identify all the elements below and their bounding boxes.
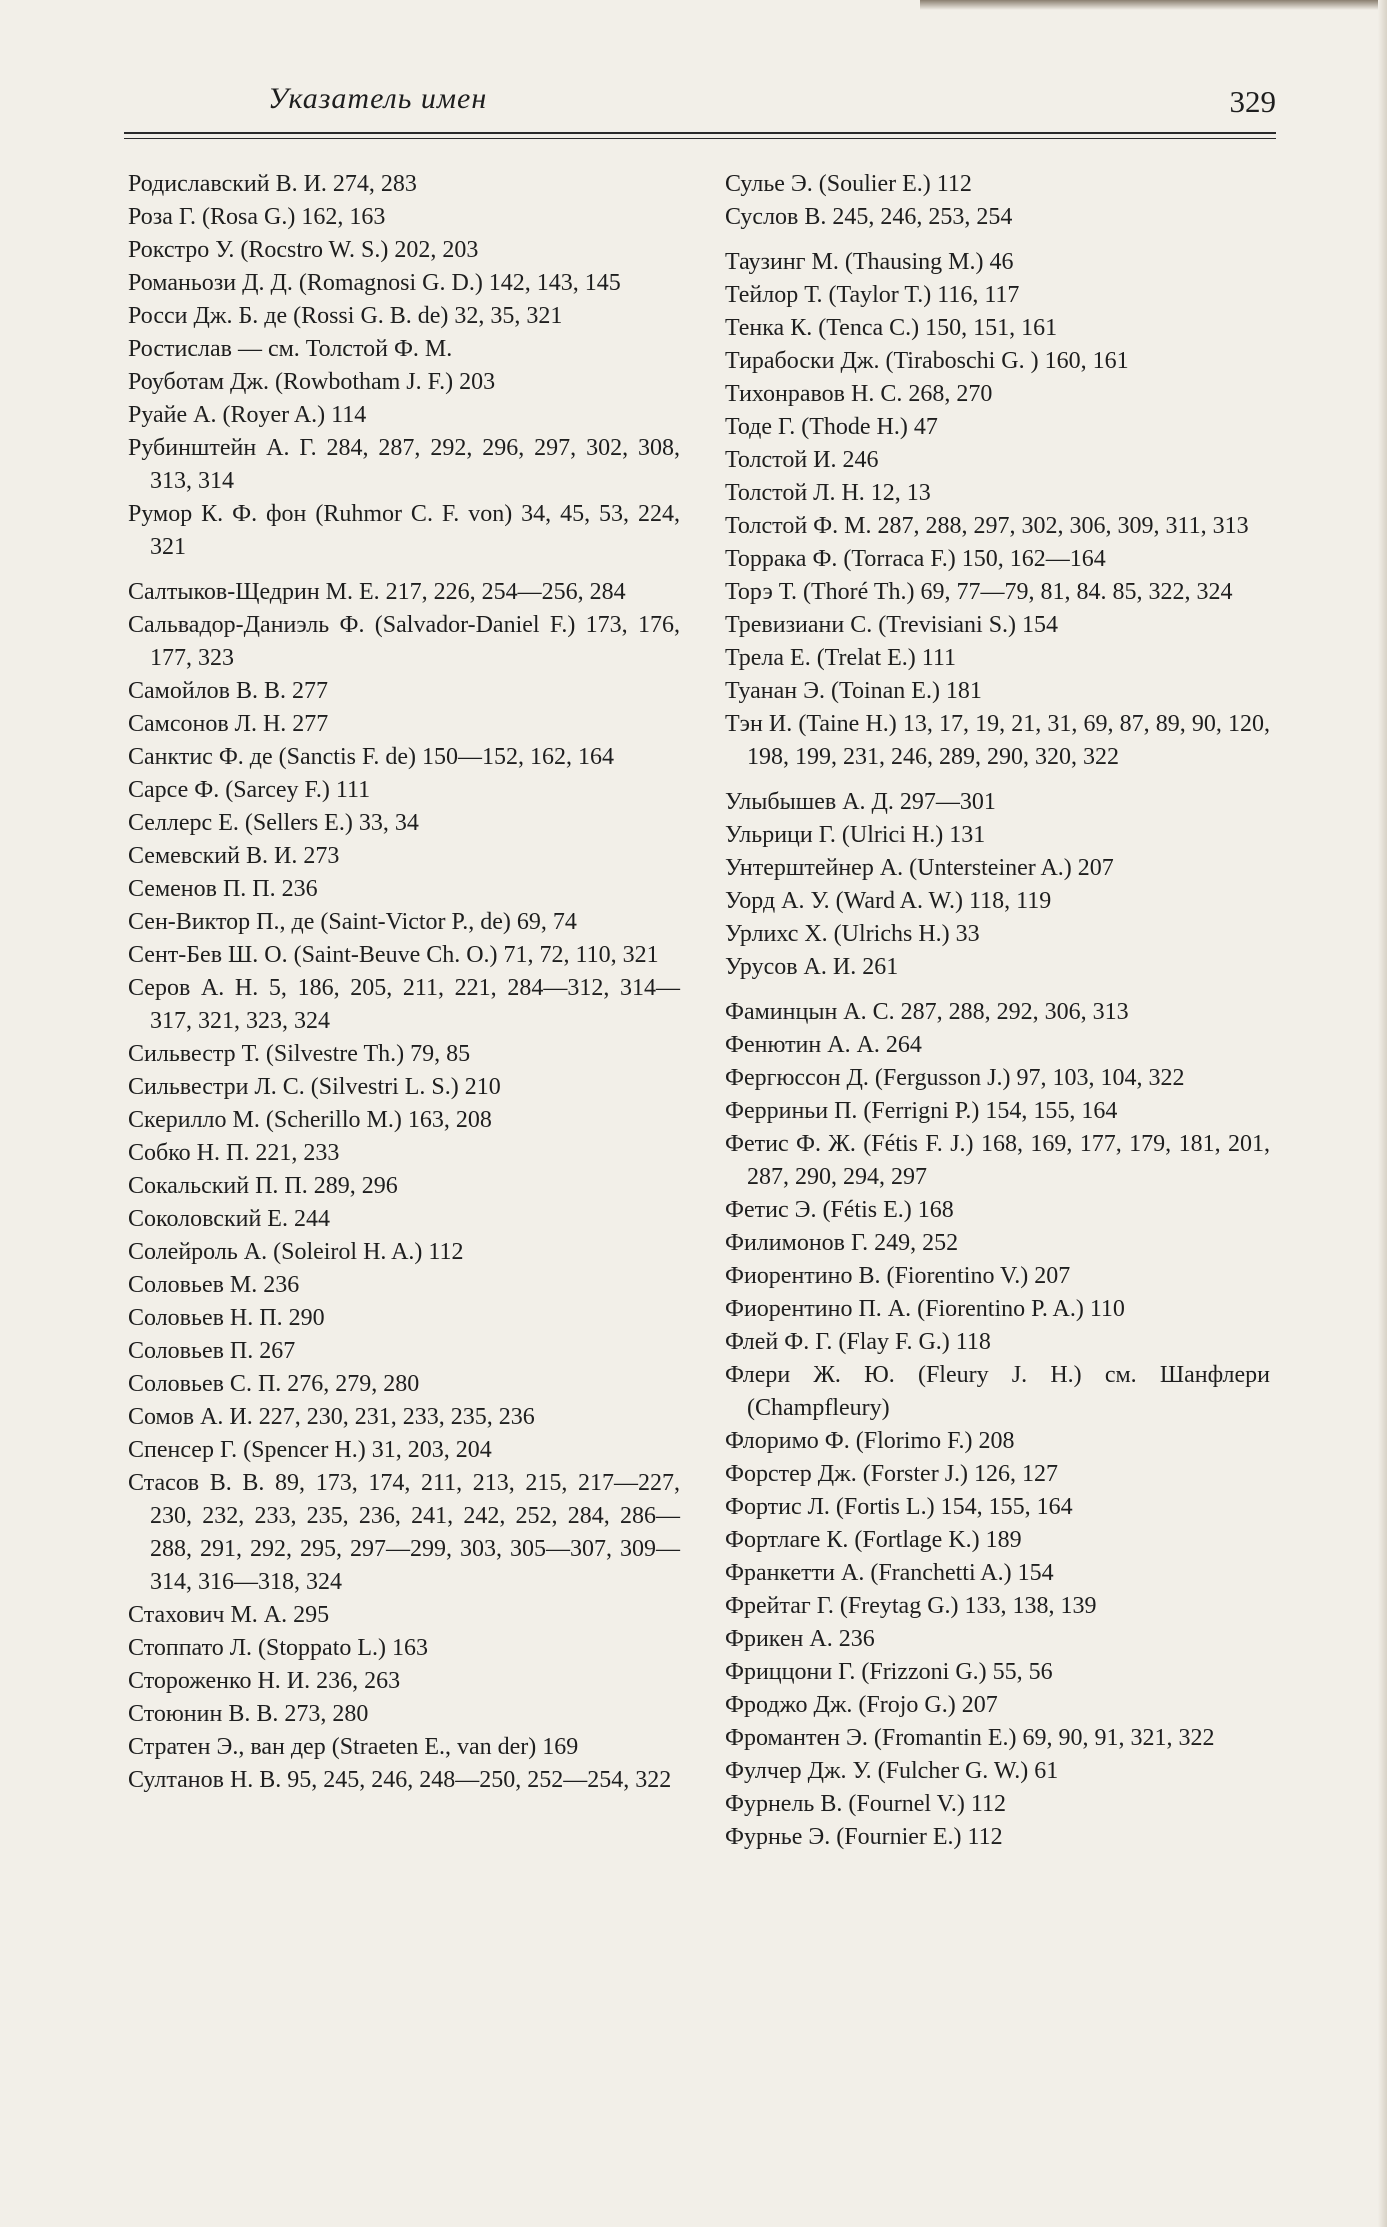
index-entry: Сильвестри Л. С. (Silvestri L. S.) 210 xyxy=(128,1074,501,1100)
index-entry: Соколовский Е. 244 xyxy=(128,1206,330,1232)
page-edge-shadow xyxy=(920,0,1387,10)
index-entry: Стоппато Л. (Stoppato L.) 163 xyxy=(128,1635,429,1661)
header-title: Указатель имен xyxy=(268,82,488,115)
index-entry: Тейлор Т. (Taylor T.) 116, 117 xyxy=(725,282,1020,308)
index-entry: Сильвестр Т. (Silvestre Th.) 79, 85 xyxy=(128,1041,471,1067)
index-entry: Тирабоски Дж. (Tiraboschi G. ) 160, 161 xyxy=(725,348,1129,374)
index-entry: Толстой И. 246 xyxy=(725,447,879,473)
index-entry: Фортис Л. (Fortis L.) 154, 155, 164 xyxy=(725,1494,1073,1520)
index-entry: Сарсе Ф. (Sarcey F.) 111 xyxy=(128,777,371,803)
index-entry: Флей Ф. Г. (Flay F. G.) 118 xyxy=(725,1329,991,1355)
index-entry: Тоде Г. (Thode H.) 47 xyxy=(725,414,938,440)
index-entry: Сен-Виктор П., де (Saint-Victor P., de) 69, 74 xyxy=(128,909,577,935)
index-entry: Сокальский П. П. 289, 296 xyxy=(128,1173,398,1199)
index-entry: Тенка К. (Tenca C.) 150, 151, 161 xyxy=(725,315,1058,341)
index-entry: Фриццони Г. (Frizzoni G.) 55, 56 xyxy=(725,1659,1053,1685)
index-entry: Фурнель В. (Fournel V.) 112 xyxy=(725,1791,1006,1817)
page-edge-right xyxy=(1378,0,1387,2227)
index-entry: Фортлаге К. (Fortlage K.) 189 xyxy=(725,1527,1022,1553)
index-entry: Сулье Э. (Soulier E.) 112 xyxy=(725,171,972,197)
index-entry: Тихонравов Н. С. 268, 270 xyxy=(725,381,993,407)
index-entry: Фергюссон Д. (Fergusson J.) 97, 103, 104, 322 xyxy=(725,1065,1185,1091)
index-entry: Урлихс Х. (Ulrichs H.) 33 xyxy=(725,921,980,947)
index-entry: Торрака Ф. (Torraca F.) 150, 162—164 xyxy=(725,546,1106,572)
header-rule-thick xyxy=(124,132,1276,134)
index-entry: Соловьев С. П. 276, 279, 280 xyxy=(128,1371,420,1397)
index-entry: Фенютин А. А. 264 xyxy=(725,1032,922,1058)
index-column-left xyxy=(128,168,680,1797)
index-entry: Улыбышев А. Д. 297—301 xyxy=(725,789,996,815)
index-entry: Фиорентино В. (Fiorentino V.) 207 xyxy=(725,1263,1071,1289)
index-entry: Спенсер Г. (Spencer H.) 31, 203, 204 xyxy=(128,1437,492,1463)
index-entry: Соловьев М. 236 xyxy=(128,1272,300,1298)
index-entry: Фетис Ф. Ж. (Fétis F. J.) 168, 169, 177, 179, 181, 201, 287, 290, 294, 297 xyxy=(725,1131,1270,1190)
index-entry: Рокстро У. (Rocstro W. S.) 202, 203 xyxy=(128,237,479,263)
index-entry: Урусов А. И. 261 xyxy=(725,954,899,980)
index-entry: Солейроль А. (Soleirol H. A.) 112 xyxy=(128,1239,464,1265)
index-column-right xyxy=(725,168,1270,1854)
index-entry: Франкетти А. (Franchetti A.) 154 xyxy=(725,1560,1054,1586)
index-entry: Стратен Э., ван дер (Straeten E., van der) 169 xyxy=(128,1734,579,1760)
index-entry: Ульрици Г. (Ulrici H.) 131 xyxy=(725,822,986,848)
index-entry: Селлерс Е. (Sellers E.) 33, 34 xyxy=(128,810,419,836)
index-entry: Фромантен Э. (Fromantin E.) 69, 90, 91, 321, 322 xyxy=(725,1725,1215,1751)
index-entry: Унтерштейнер А. (Untersteiner A.) 207 xyxy=(725,855,1114,881)
index-entry: Роуботам Дж. (Rowbotham J. F.) 203 xyxy=(128,369,496,395)
index-entry: Росси Дж. Б. де (Rossi G. B. de) 32, 35, 321 xyxy=(128,303,563,329)
index-entry: Рубинштейн А. Г. 284, 287, 292, 296, 297, 302, 308, 313, 314 xyxy=(128,435,680,494)
index-entry: Соловьев П. 267 xyxy=(128,1338,296,1364)
index-entry: Скерилло М. (Scherillo M.) 163, 208 xyxy=(128,1107,492,1133)
index-entry: Фроджо Дж. (Frojo G.) 207 xyxy=(725,1692,998,1718)
index-entry: Фрейтаг Г. (Freytag G.) 133, 138, 139 xyxy=(725,1593,1097,1619)
index-entry: Туанан Э. (Toinan E.) 181 xyxy=(725,678,982,704)
index-entry: Уорд А. У. (Ward A. W.) 118, 119 xyxy=(725,888,1052,914)
index-entry: Флоримо Ф. (Florimo F.) 208 xyxy=(725,1428,1015,1454)
index-entry: Руайе А. (Royer A.) 114 xyxy=(128,402,367,428)
header-rule-thin xyxy=(124,138,1276,139)
index-entry: Трела Е. (Trelat E.) 111 xyxy=(725,645,956,671)
index-entry: Семенов П. П. 236 xyxy=(128,876,318,902)
index-entry: Таузинг М. (Thausing M.) 46 xyxy=(725,249,1014,275)
index-entry: Филимонов Г. 249, 252 xyxy=(725,1230,959,1256)
index-entry: Сомов А. И. 227, 230, 231, 233, 235, 236 xyxy=(128,1404,535,1430)
index-entry: Фурнье Э. (Fournier E.) 112 xyxy=(725,1824,1003,1850)
index-entry: Фиорентино П. А. (Fiorentino P. A.) 110 xyxy=(725,1296,1125,1322)
index-entry: Форстер Дж. (Forster J.) 126, 127 xyxy=(725,1461,1059,1487)
index-entry: Суслов В. 245, 246, 253, 254 xyxy=(725,204,1013,230)
index-entry: Толстой Ф. М. 287, 288, 297, 302, 306, 309, 311, 313 xyxy=(725,513,1249,539)
page-number: 329 xyxy=(1229,84,1276,119)
index-entry: Собко Н. П. 221, 233 xyxy=(128,1140,340,1166)
index-entry: Самойлов В. В. 277 xyxy=(128,678,329,704)
index-entry: Толстой Л. Н. 12, 13 xyxy=(725,480,931,506)
index-entry: Флери Ж. Ю. (Fleury J. H.) см. Шанфлери (Champfleury) xyxy=(725,1362,1270,1421)
index-entry: Ростислав — см. Толстой Ф. М. xyxy=(128,336,453,362)
index-entry: Румор К. Ф. фон (Ruhmor C. F. von) 34, 45, 53, 224, 321 xyxy=(128,501,680,560)
index-entry: Торэ Т. (Thoré Th.) 69, 77—79, 81, 84. 85, 322, 324 xyxy=(725,579,1233,605)
index-entry: Семевский В. И. 273 xyxy=(128,843,340,869)
index-entry: Санктис Ф. де (Sanctis F. de) 150—152, 162, 164 xyxy=(128,744,615,770)
index-entry: Родиславский В. И. 274, 283 xyxy=(128,171,417,197)
running-header xyxy=(128,78,1276,130)
index-entry: Стасов В. В. 89, 173, 174, 211, 213, 215, 217—227, 230, 232, 233, 235, 236, 241, 242, 252, 284, 286—288, 291, 292, 295, 297—299, 303, 305—307, 309—314, 316—318, 324 xyxy=(128,1470,680,1595)
index-entry: Роза Г. (Rosa G.) 162, 163 xyxy=(128,204,386,230)
index-entry: Тэн И. (Taine H.) 13, 17, 19, 21, 31, 69, 87, 89, 90, 120, 198, 199, 231, 246, 289, 290, 320, 322 xyxy=(725,711,1270,770)
index-entry: Султанов Н. В. 95, 245, 246, 248—250, 252—254, 322 xyxy=(128,1767,672,1793)
index-entry: Романьози Д. Д. (Romagnosi G. D.) 142, 143, 145 xyxy=(128,270,621,296)
index-entry: Салтыков-Щедрин М. Е. 217, 226, 254—256, 284 xyxy=(128,579,626,605)
index-entry: Стороженко Н. И. 236, 263 xyxy=(128,1668,401,1694)
index-entry: Соловьев Н. П. 290 xyxy=(128,1305,325,1331)
index-entry: Сент-Бев Ш. О. (Saint-Beuve Ch. O.) 71, 72, 110, 321 xyxy=(128,942,659,968)
index-entry: Фетис Э. (Fétis E.) 168 xyxy=(725,1197,954,1223)
index-entry: Фаминцын А. С. 287, 288, 292, 306, 313 xyxy=(725,999,1129,1025)
index-entry: Тревизиани С. (Trevisiani S.) 154 xyxy=(725,612,1059,638)
index-entry: Фулчер Дж. У. (Fulcher G. W.) 61 xyxy=(725,1758,1059,1784)
index-entry: Фрикен А. 236 xyxy=(725,1626,875,1652)
index-entry: Стоюнин В. В. 273, 280 xyxy=(128,1701,369,1727)
index-entry: Стахович М. А. 295 xyxy=(128,1602,330,1628)
index-entry: Серов А. Н. 5, 186, 205, 211, 221, 284—312, 314—317, 321, 323, 324 xyxy=(128,975,680,1034)
index-entry: Ферриньи П. (Ferrigni P.) 154, 155, 164 xyxy=(725,1098,1118,1124)
index-entry: Сальвадор-Даниэль Ф. (Salvador-Daniel F.) 173, 176, 177, 323 xyxy=(128,612,680,671)
index-entry: Самсонов Л. Н. 277 xyxy=(128,711,329,737)
